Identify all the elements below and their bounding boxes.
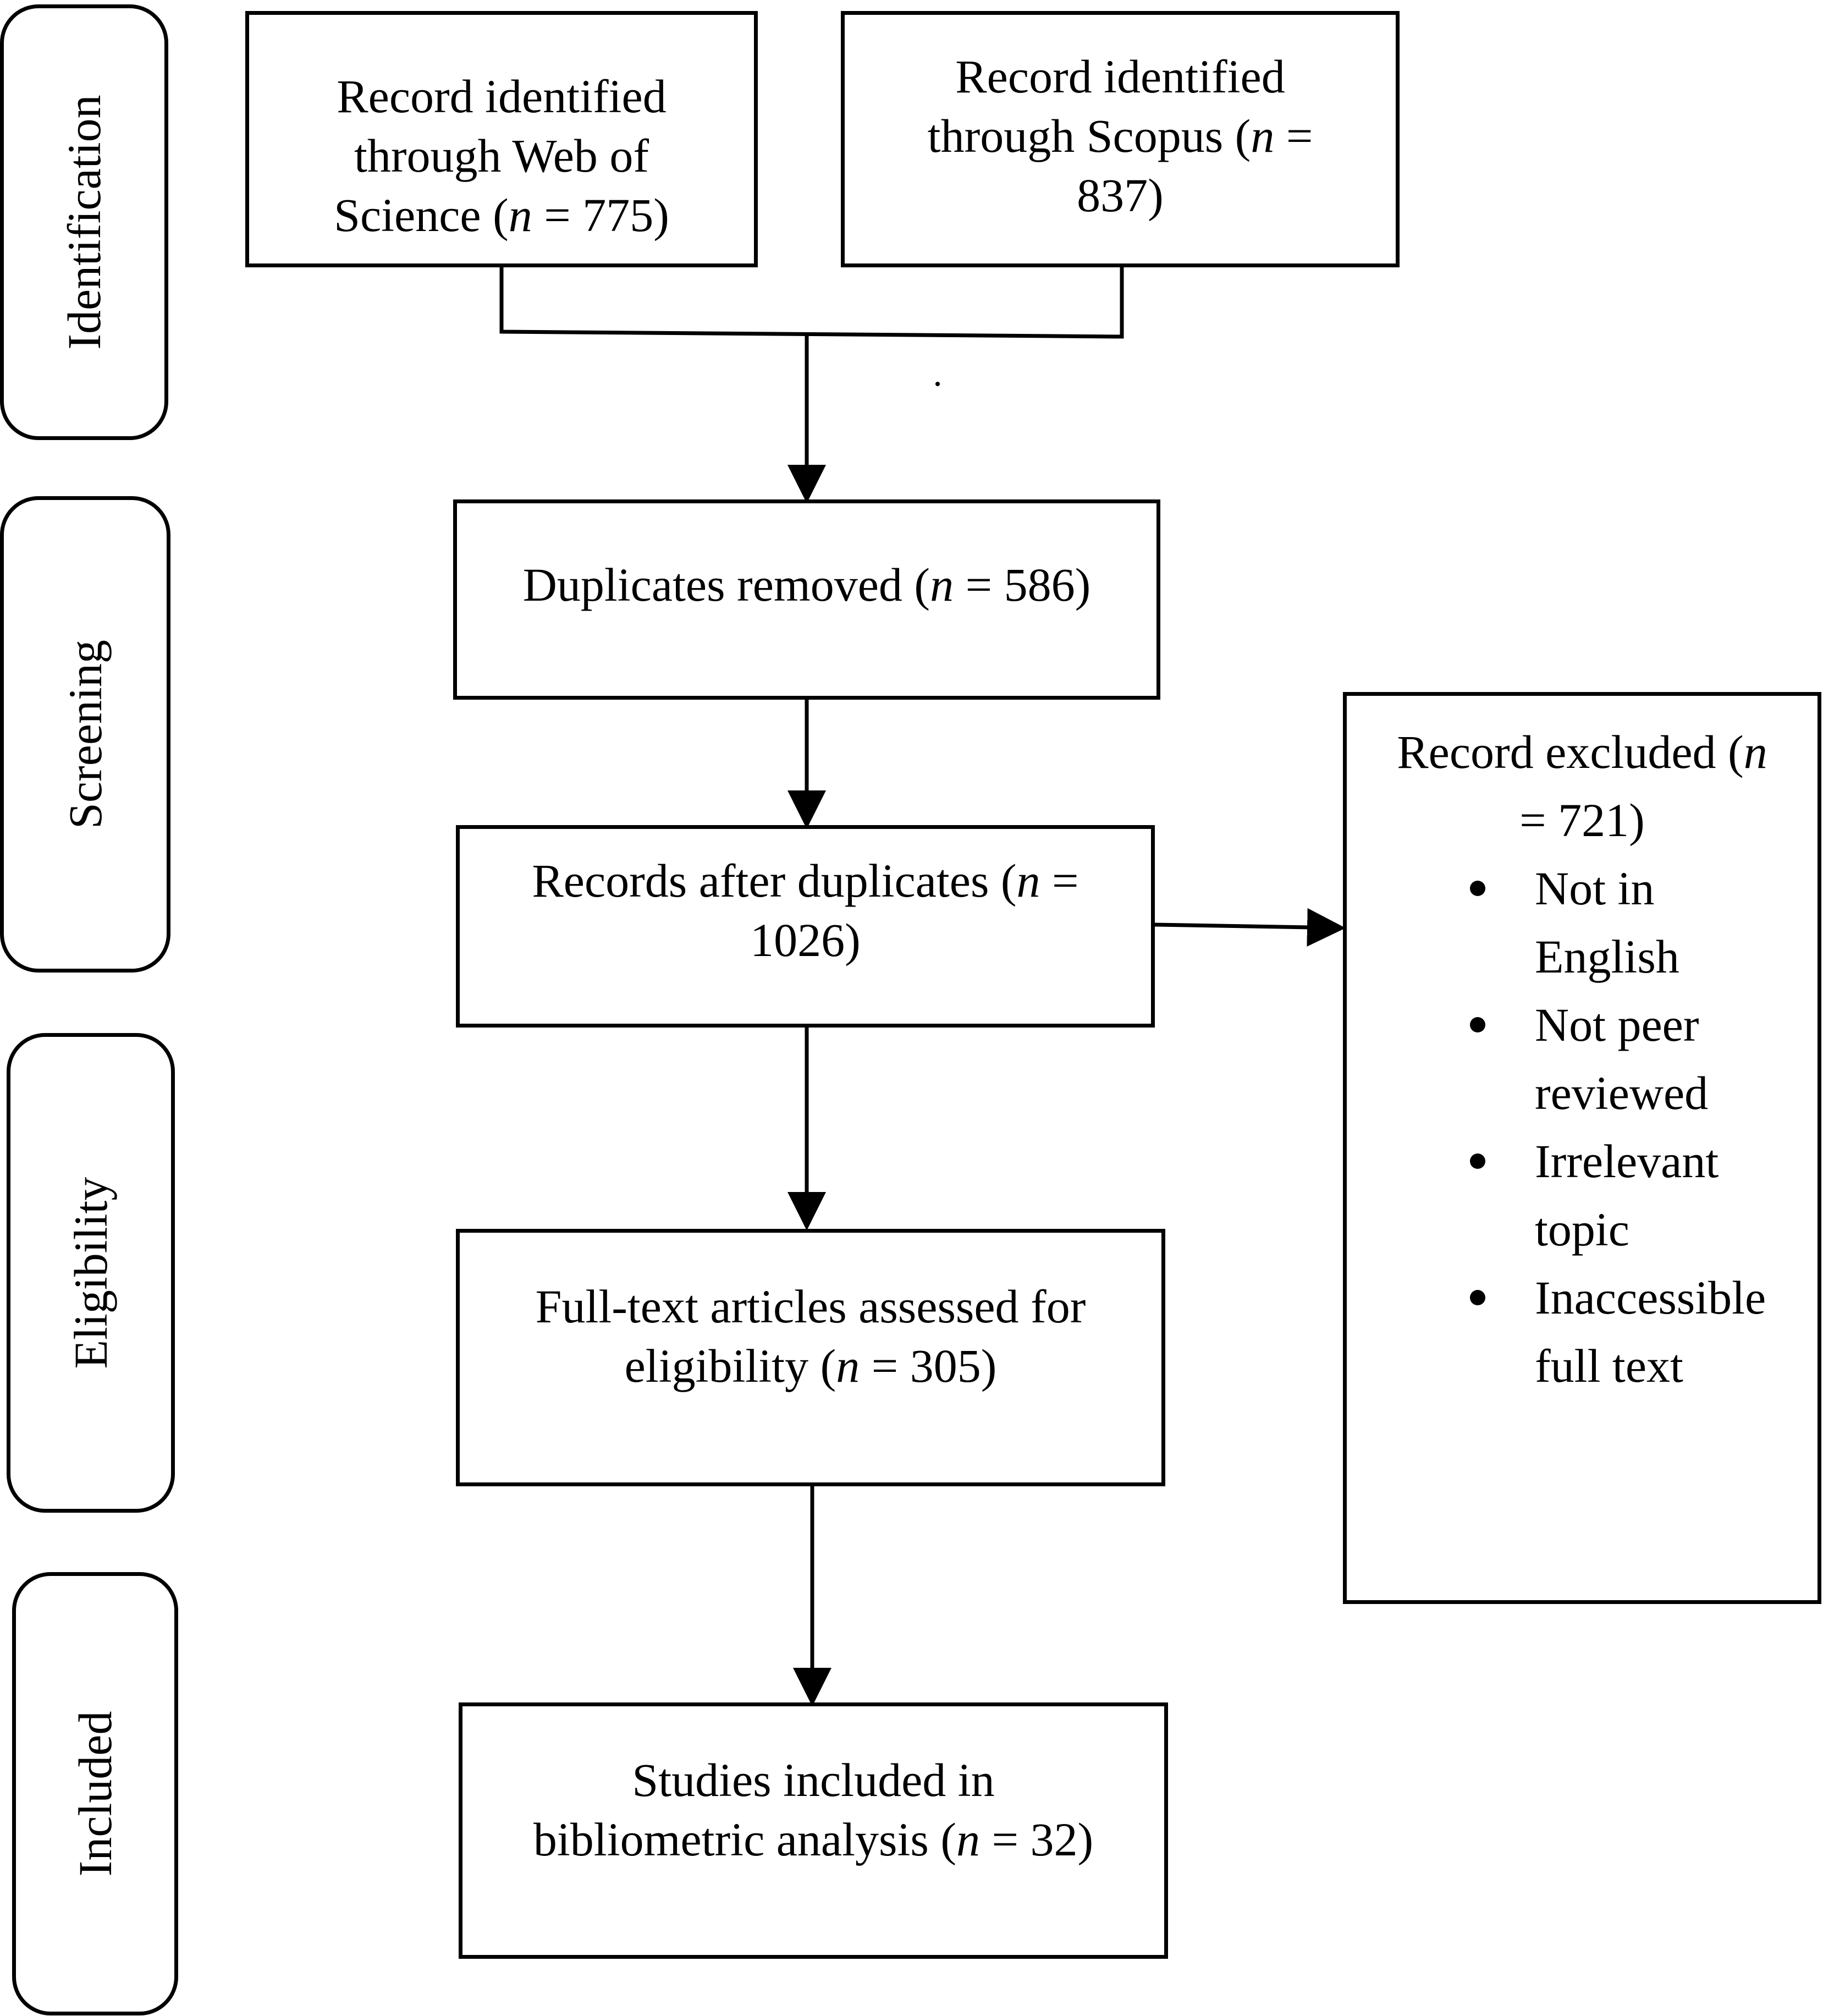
phase-included-label: Included (69, 1711, 122, 1877)
stray-dot (935, 382, 940, 386)
exclusion-reason: Inaccessible full text (1347, 1264, 1803, 1400)
phase-identification-label: Identification (58, 95, 111, 350)
phase-eligibility (7, 1033, 175, 1513)
phase-screening (0, 496, 170, 973)
box-web-of-science: Record identified through Web of Science (n = 775) (245, 11, 758, 267)
phase-screening-label: Screening (59, 640, 112, 829)
merge-line (502, 267, 1122, 337)
box-records-excluded (1343, 692, 1821, 1604)
box-full-text-assessed: Full-text articles assessed for eligibility (n = 305) (456, 1229, 1165, 1486)
box-scopus: Record identified through Scopus (n = 837) (841, 11, 1400, 267)
exclusion-reason: Not peer reviewed (1347, 991, 1803, 1127)
phase-identification (0, 4, 168, 440)
exclusion-reason: Irrelevant topic (1347, 1127, 1803, 1264)
phase-eligibility-label: Eligibility (64, 1177, 117, 1369)
box-duplicates-removed: Duplicates removed (n = 586) (453, 499, 1160, 700)
exclusion-reason: Not in English (1347, 854, 1803, 991)
phase-included (12, 1572, 178, 2015)
arrow-records-to-excluded (1155, 925, 1342, 928)
excluded-heading: Record excluded (n = 721) (1397, 726, 1767, 847)
exclusion-reasons-list (1347, 854, 1818, 1400)
box-records-after-duplicates: Records after duplicates (n = 1026) (456, 825, 1155, 1028)
box-studies-included: Studies included in bibliometric analysis (n = 32) (459, 1702, 1168, 1959)
